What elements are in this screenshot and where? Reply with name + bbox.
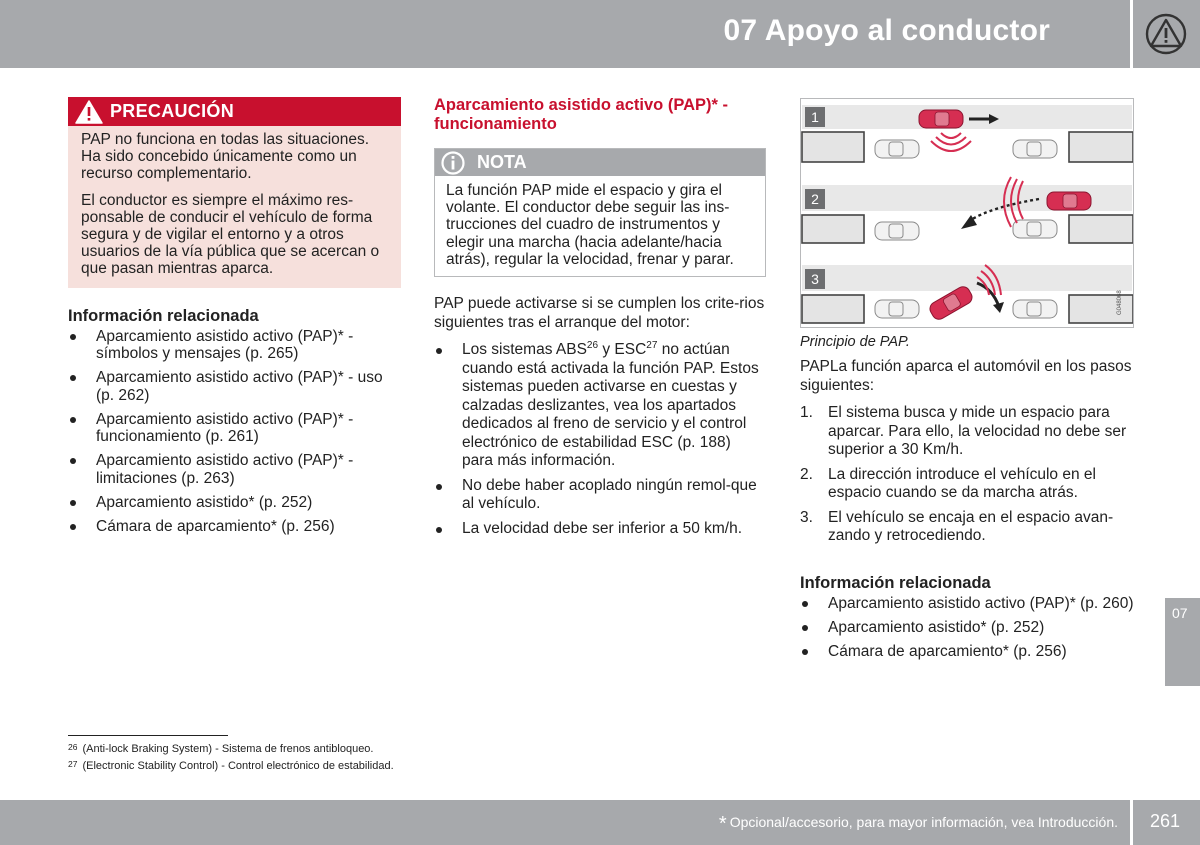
step-number: 3. — [800, 508, 813, 526]
step-number-1: 1 — [811, 109, 819, 125]
caution-title: PRECAUCIÓN — [110, 101, 235, 121]
footnote-number: 26 — [68, 742, 78, 752]
caution-triangle-icon — [74, 99, 104, 125]
step-item — [800, 404, 1134, 460]
related-heading: Información relacionada — [68, 306, 259, 325]
related-link[interactable]: Aparcamiento asistido* (p. 252) — [800, 619, 1134, 637]
caution-paragraph: El conductor es siempre el máximo res-ponsable de conducir el vehículo de forma segura y de vigilar el entorno y a otros usuarios de la vía pública que se acercan o que pasan mientras aparca. — [81, 191, 380, 278]
figure-caption: Principio de PAP. — [800, 334, 910, 350]
step-item — [800, 509, 1134, 546]
steps-list — [800, 404, 1134, 546]
related-link[interactable]: Cámara de aparcamiento* (p. 256) — [800, 643, 1134, 661]
related-list — [68, 328, 401, 536]
conditions-intro: PAP puede activarse si se cumplen los crite-rios siguientes tras el arranque del motor: — [434, 295, 765, 331]
note-header — [435, 149, 765, 176]
footnote-text: (Anti-lock Braking System) - Sistema de frenos antibloqueo. — [82, 743, 374, 755]
step-number-3: 3 — [811, 271, 819, 287]
caution-header — [68, 97, 401, 126]
condition-item — [434, 341, 766, 471]
step-item — [800, 466, 1134, 503]
related-link[interactable]: Aparcamiento asistido activo (PAP)* - limitaciones (p. 263) — [68, 452, 401, 487]
footer-note — [719, 813, 1118, 836]
middle-column — [434, 96, 766, 544]
footnote-ref[interactable]: 26 — [586, 340, 599, 352]
chapter-tab-label: 07 — [1172, 605, 1188, 621]
related-link[interactable]: Aparcamiento asistido activo (PAP)* - símbolos y mensajes (p. 265) — [68, 328, 401, 363]
page-number: 261 — [1150, 811, 1181, 831]
related-link[interactable]: Aparcamiento asistido activo (PAP)* - uso (p. 262) — [68, 369, 401, 404]
chapter-icon-box — [1133, 0, 1200, 68]
asterisk: * — [718, 813, 727, 835]
note-text: La función PAP mide el espacio y gira el volante. El conductor debe seguir las ins-trucciones del cuadro de instrumentos y elegir una marcha (hacia adelante/hacia atrás), regular la velocidad, frenar y parar. — [446, 182, 734, 268]
step-text: El vehículo se encaja en el espacio avan-zando y retrocediendo. — [828, 508, 1114, 544]
note-box — [434, 148, 766, 277]
page-number-box — [1133, 800, 1200, 845]
left-column — [68, 97, 401, 542]
related-list — [800, 595, 1134, 661]
footnote — [68, 740, 394, 757]
chapter-tab[interactable] — [1165, 598, 1200, 686]
footnotes — [68, 740, 394, 773]
step-number-2: 2 — [811, 191, 819, 207]
conditions-list — [434, 341, 766, 538]
footnote-text: (Electronic Stability Control) - Control electrónico de estabilidad. — [82, 759, 394, 772]
right-column — [800, 98, 1134, 667]
condition-item: La velocidad debe ser inferior a 50 km/h. — [434, 520, 766, 539]
parking-diagram — [801, 99, 1133, 327]
step-text: El sistema busca y mide un espacio para aparcar. Para ello, la velocidad no debe ser superior a 30 Km/h. — [828, 404, 1127, 458]
steps-intro: PAPLa función aparca el automóvil en los pasos siguientes: — [800, 358, 1132, 394]
condition-text: y ESC — [598, 341, 647, 359]
footnote-number: 27 — [68, 758, 78, 769]
caution-body — [68, 126, 401, 288]
section-title: Aparcamiento asistido activo (PAP)* - funcionamiento — [434, 96, 729, 133]
footnote-divider — [68, 735, 228, 736]
condition-item: No debe haber acoplado ningún remol-que al vehículo. — [434, 477, 766, 514]
step-number: 2. — [800, 465, 813, 483]
related-link[interactable]: Cámara de aparcamiento* (p. 256) — [68, 518, 401, 536]
info-icon — [440, 151, 466, 175]
figure-code: G048068 — [1117, 290, 1123, 315]
footer-text: Opcional/accesorio, para mayor información, vea Introducción. — [729, 814, 1118, 830]
related-link[interactable]: Aparcamiento asistido activo (PAP)* (p. 260) — [800, 595, 1134, 613]
related-link[interactable]: Aparcamiento asistido activo (PAP)* - funcionamiento (p. 261) — [68, 411, 401, 446]
page-footer — [0, 800, 1130, 845]
related-link[interactable]: Aparcamiento asistido* (p. 252) — [68, 494, 401, 512]
caution-paragraph: PAP no funciona en todas las situaciones. Ha sido concebido únicamente como un recurso complementario. — [81, 131, 370, 183]
step-number: 1. — [800, 404, 813, 421]
condition-text: no actúan cuando está activada la función PAP. Estos sistemas pueden activarse en cuestas y calzadas deslizantes, vea los apartados dedicados al freno de servicio y el control electrónico de estabilidad ESC (p. 188) para más información. — [462, 341, 759, 470]
chapter-title: 07 Apoyo al conductor — [723, 14, 1050, 47]
related-heading: Información relacionada — [800, 573, 991, 592]
warning-triangle-icon — [1144, 13, 1188, 55]
note-title: NOTA — [477, 152, 527, 172]
page-header — [0, 0, 1130, 68]
pap-illustration — [800, 98, 1134, 328]
footnote-ref[interactable]: 27 — [646, 340, 658, 352]
condition-text: Los sistemas ABS — [462, 341, 587, 359]
footnote — [68, 757, 394, 774]
step-text: La dirección introduce el vehículo en el espacio cuando se da marcha atrás. — [828, 465, 1096, 501]
